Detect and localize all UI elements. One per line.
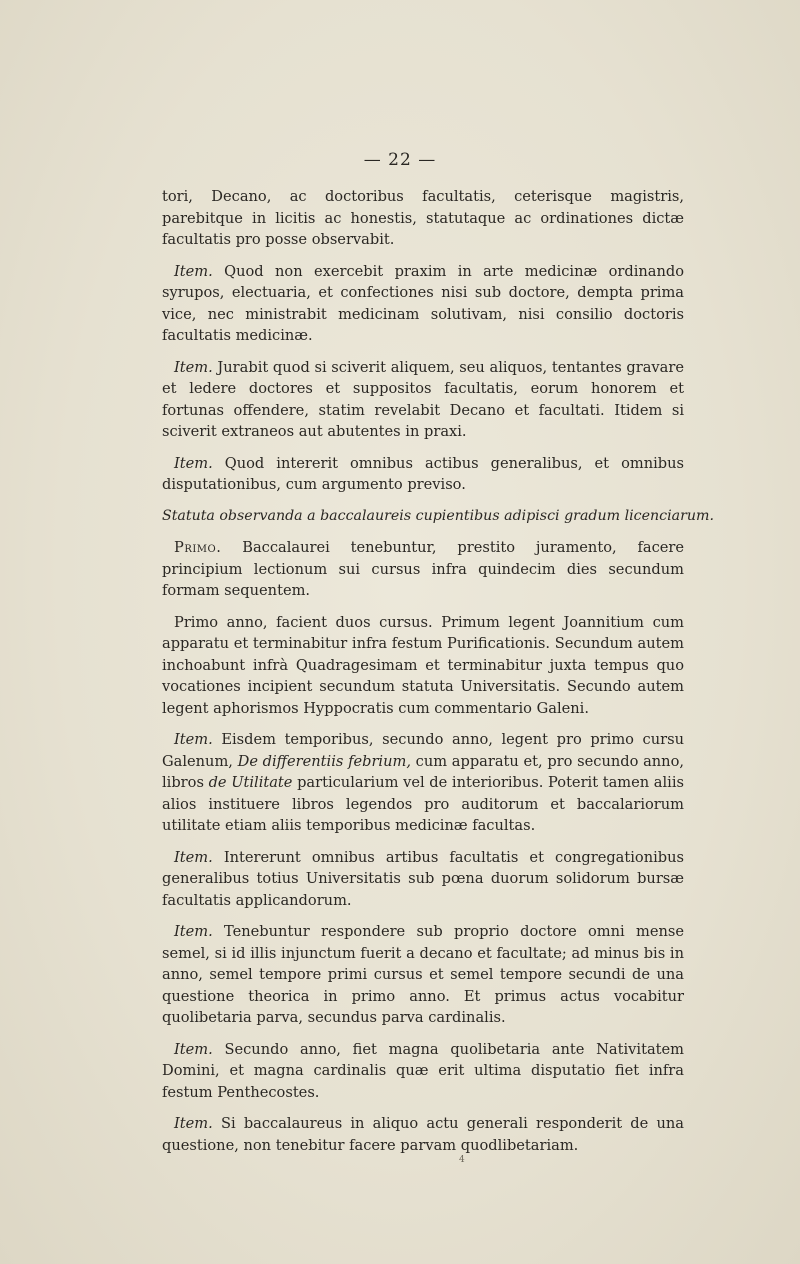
paragraph-lead: Item. — [174, 731, 213, 748]
text-body — [162, 186, 714, 1166]
paragraph-text: Quod intererit omnibus actibus generalibus, et omnibus disputationibus, cum argumento previso. — [162, 454, 684, 493]
signature-mark: 4 — [459, 1155, 465, 1165]
paragraph-text: Si baccalaureus in aliquo actu generali responderit de una questione, non tenebitur facere parvam quodlibetariam. — [162, 1115, 684, 1154]
paragraph-lead: Item. — [174, 454, 213, 472]
paragraph-item — [162, 612, 684, 720]
paragraph-lead: Item. — [174, 262, 213, 280]
paragraph-text: Quod non exercebit praxim in arte medicinæ ordinando syrupos, electuaria, et confectiones nisi sub doctore, dempta prima vice, nec ministrabit medicinam solutivam, nisi consilio doctoris facultatis medicinæ. — [162, 262, 684, 344]
paragraph-item — [162, 847, 684, 912]
paragraph-lead: Item. — [174, 358, 213, 376]
paragraph-item — [162, 537, 684, 602]
paragraph-text: Tenebuntur respondere sub proprio doctore omni mense semel, si id illis injunctum fuerit a decano et facultate; ad minus bis in anno, semel tempore primi cursus et semel tempore secundi de una questione theorica in primo anno. Et primus actus vocabitur quolibetaria parva, secundus parva cardinalis. — [162, 923, 684, 1026]
page-number: — 22 — — [363, 150, 437, 170]
paragraph-continuation — [162, 186, 684, 251]
paragraph-text: Intererunt omnibus artibus facultatis et congregationibus generalibus totius Universitatis sub pœna duorum solidorum bursæ facultatis applicandorum. — [162, 848, 684, 909]
book-title: de Utilitate — [208, 774, 293, 791]
paragraph-item — [162, 921, 684, 1029]
paragraph-item — [162, 261, 684, 347]
paragraph-item — [162, 729, 684, 837]
paragraph-item — [162, 357, 684, 443]
paragraph-lead: Item. — [174, 1115, 213, 1132]
paragraph-lead: Primo. — [174, 539, 222, 556]
paragraph-item — [162, 1039, 684, 1104]
paragraph-text: cum apparatu et, pro secundo anno, libros — [162, 752, 684, 791]
paragraph-text: Jurabit quod si sciverit aliquem, seu aliquos, tentantes gravare et ledere doctores et suppositos facultatis, eorum honorem et fortunas offendere, statim revelabit Decano et facultati. Itidem si sciverit extraneos aut abutentes in praxi. — [162, 358, 684, 440]
paragraph-item — [162, 453, 684, 496]
paragraph-lead: Item. — [174, 848, 213, 866]
paragraph-text: particularium vel de interioribus. Poterit tamen aliis alios instituere libros legendos pro auditorum et baccalariorum utilitate etiam aliis temporibus medicinæ facultas. — [162, 774, 684, 834]
paragraph-text: Baccalaurei tenebuntur, prestito juramento, facere principium lectionum sui cursus infra quindecim dies secundum formam sequentem. — [162, 539, 684, 599]
paragraph-lead: Item. — [174, 1040, 213, 1058]
paragraph-text: Eisdem temporibus, secundo anno, legent pro primo cursu Galenum, — [162, 731, 684, 770]
paragraph-lead: Item. — [174, 923, 213, 940]
section-heading: Statuta observanda a baccalaureis cupientibus adipisci gradum licenciarum. — [162, 507, 714, 524]
paragraph-text: Secundo anno, fiet magna quolibetaria ante Nativitatem Domini, et magna cardinalis quæ erit ultima disputatio fiet infra festum Penthecostes. — [162, 1040, 684, 1101]
paragraph-text: tori, Decano, ac doctoribus facultatis, ceterisque magistris, parebitque in licitis ac honestis, statutaque ac ordinationes dictæ facultatis pro posse observabit. — [162, 188, 684, 248]
paragraph-text: Primo anno, facient duos cursus. Primum legent Joannitium cum apparatu et terminabitur infra festum Purificationis. Secundum autem inchoabunt infrà Quadragesimam et terminabitur juxta tempus quo vocationes incipient secundum statuta Universitatis. Secundo autem legent aphorismos Hyppocratis cum commentario Galeni. — [162, 613, 684, 717]
book-title: De differentiis febrium, — [237, 752, 411, 770]
paragraph-item — [162, 1113, 684, 1156]
